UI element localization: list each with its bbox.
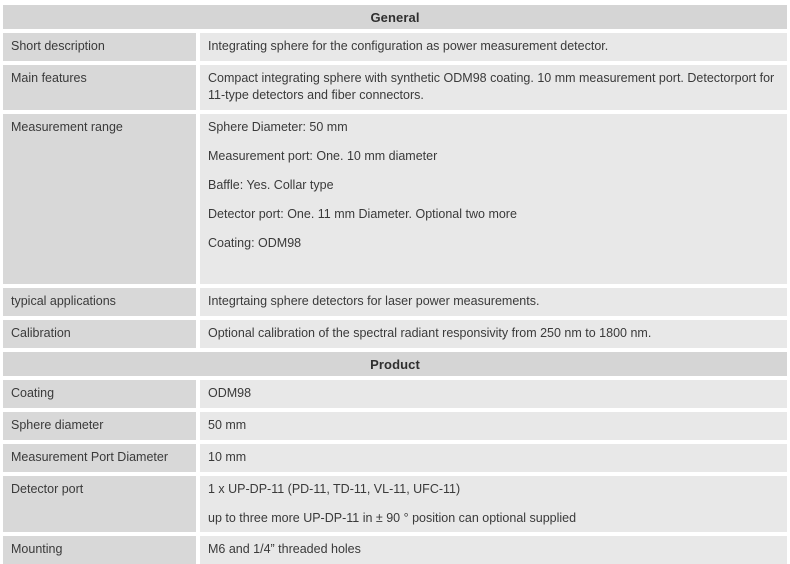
value-paragraph: 1 x UP-DP-11 (PD-11, TD-11, VL-11, UFC-11): [208, 482, 461, 496]
spec-row: [3, 114, 787, 284]
row-label: Short description: [3, 33, 196, 61]
row-label: Coating: [3, 380, 196, 408]
value-paragraph: Baffle: Yes. Collar type: [208, 178, 334, 192]
row-label: Sphere diameter: [3, 412, 196, 440]
row-value: [200, 536, 787, 564]
row-value: [200, 288, 787, 316]
row-label: Measurement range: [3, 114, 196, 284]
section-header-general: General: [3, 5, 787, 29]
value-paragraph: Sphere Diameter: 50 mm: [208, 120, 348, 134]
value-paragraph: Coating: ODM98: [208, 236, 302, 250]
row-label: Main features: [3, 65, 196, 110]
value-paragraph: up to three more UP-DP-11 in ± 90 ° position can optional supplied: [208, 511, 577, 525]
spec-row: [3, 412, 787, 440]
value-paragraph: 50 mm: [208, 418, 247, 432]
spec-row: [3, 444, 787, 472]
spec-row: [3, 380, 787, 408]
row-label: Mounting: [3, 536, 196, 564]
row-label: Calibration: [3, 320, 196, 348]
value-paragraph: Integrating sphere for the configuration as power measurement detector.: [208, 39, 609, 53]
value-paragraph: Optional calibration of the spectral radiant responsivity from 250 nm to 1800 nm.: [208, 326, 652, 340]
row-value: [200, 412, 787, 440]
value-paragraph: Compact integrating sphere with synthetic ODM98 coating. 10 mm measurement port. Detectorport for 11-type detectors and fiber connectors.: [208, 71, 775, 102]
row-value: [200, 444, 787, 472]
value-paragraph: ODM98: [208, 386, 252, 400]
row-value: [200, 380, 787, 408]
row-value: [200, 320, 787, 348]
value-paragraph: Integrtaing sphere detectors for laser power measurements.: [208, 294, 540, 308]
spec-row: [3, 65, 787, 110]
spec-row: [3, 536, 787, 564]
spec-row: [3, 33, 787, 61]
spec-row: [3, 476, 787, 532]
value-paragraph: 10 mm: [208, 450, 247, 464]
spec-row: [3, 320, 787, 348]
row-value: [200, 33, 787, 61]
row-label: typical applications: [3, 288, 196, 316]
row-value: [200, 114, 787, 284]
row-value: [200, 476, 787, 532]
row-value: [200, 65, 787, 110]
value-paragraph: Measurement port: One. 10 mm diameter: [208, 149, 438, 163]
value-paragraph: Detector port: One. 11 mm Diameter. Optional two more: [208, 207, 517, 221]
value-paragraph: M6 and 1/4” threaded holes: [208, 542, 361, 556]
row-label: Detector port: [3, 476, 196, 532]
spec-row: [3, 288, 787, 316]
section-header-product: Product: [3, 352, 787, 376]
row-label: Measurement Port Diameter: [3, 444, 196, 472]
